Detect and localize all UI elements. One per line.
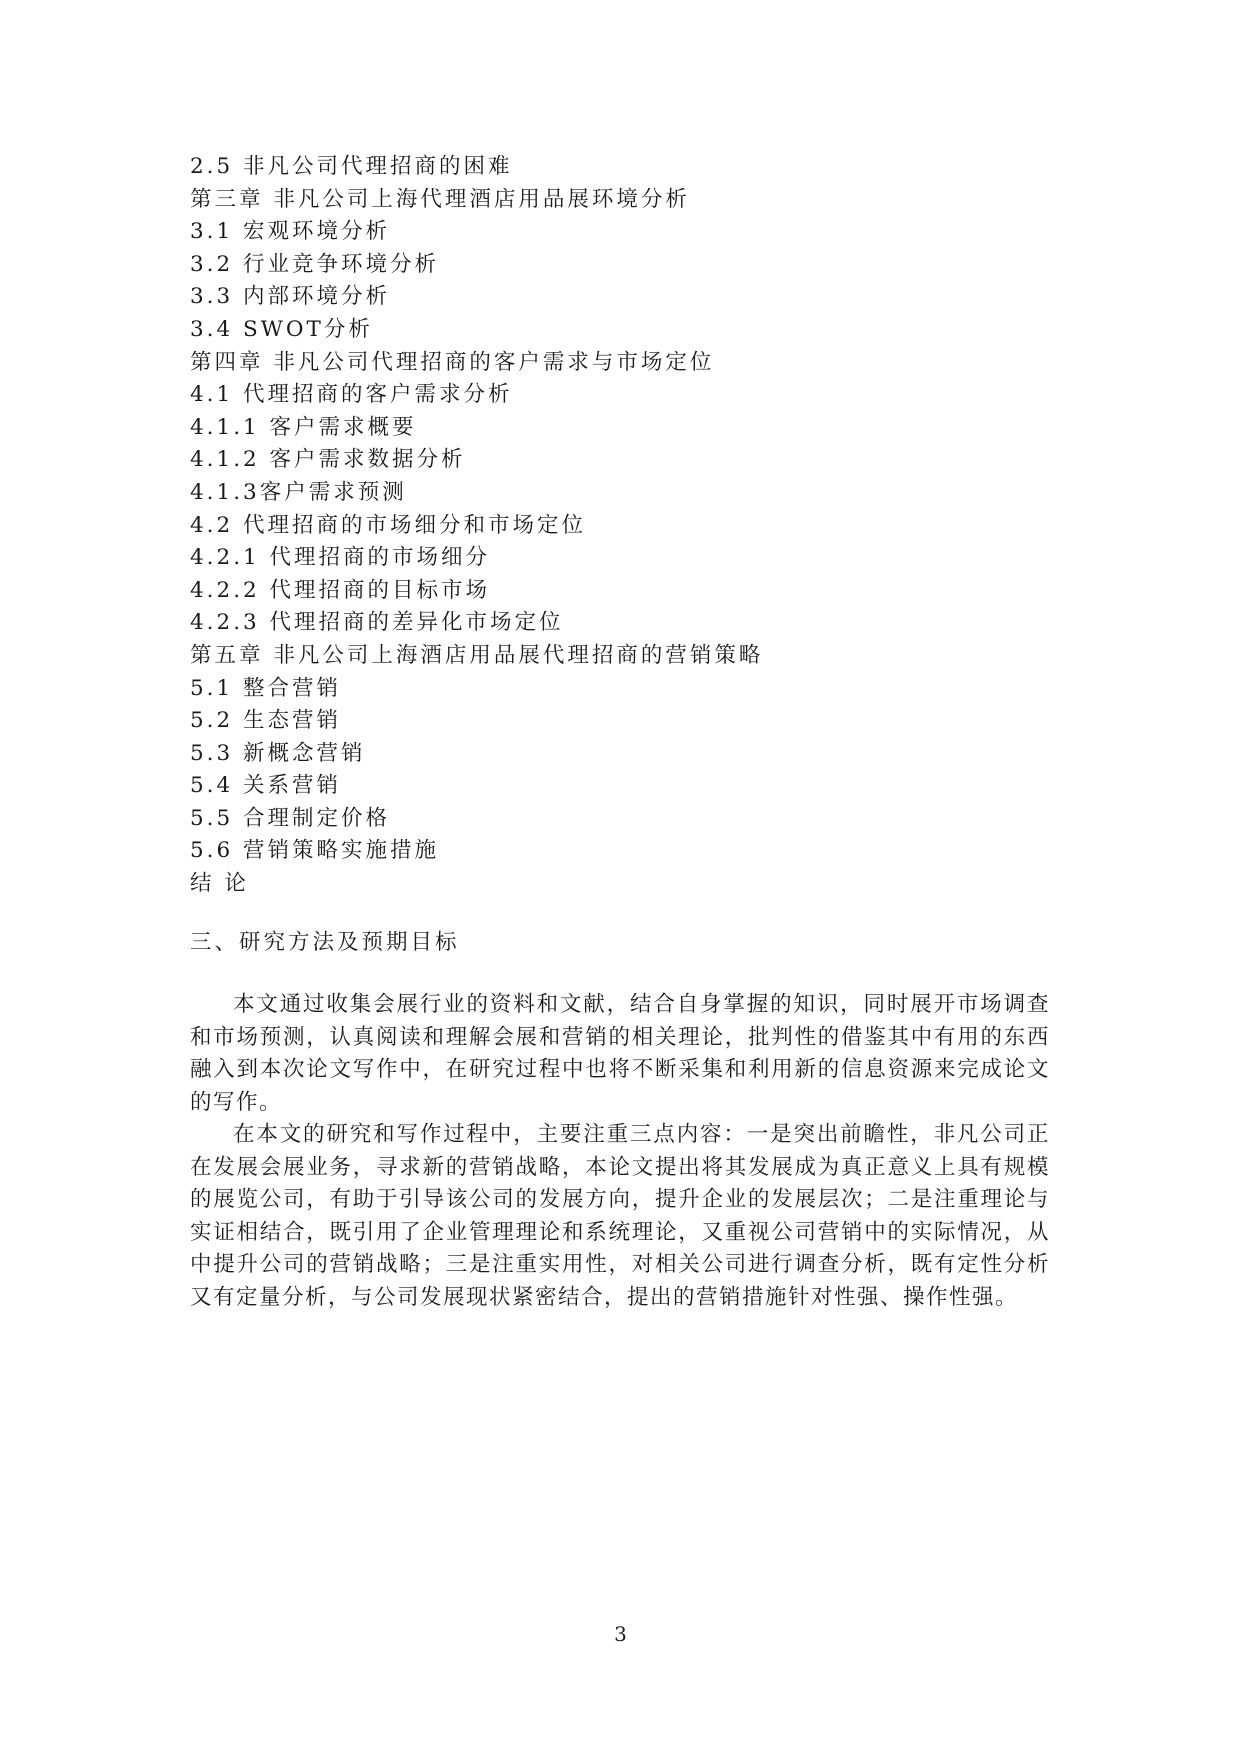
toc-item: 3.4 SWOT分析	[190, 316, 373, 342]
toc-item: 4.1.1 客户需求概要	[190, 414, 417, 440]
toc-item: 4.2.3 代理招商的差异化市场定位	[190, 610, 564, 636]
toc-item: 4.1.3客户需求预测	[190, 479, 407, 505]
toc-item: 4.2.1 代理招商的市场细分	[190, 545, 491, 571]
toc-item: 4.2 代理招商的市场细分和市场定位	[190, 512, 587, 538]
toc-item: 4.2.2 代理招商的目标市场	[190, 577, 491, 603]
toc-item: 5.4 关系营销	[190, 773, 342, 799]
toc-item: 第五章 非凡公司上海酒店用品展代理招商的营销策略	[190, 642, 764, 668]
toc-item: 2.5 非凡公司代理招商的困难	[190, 154, 513, 179]
toc-item: 4.1.2 客户需求数据分析	[190, 447, 466, 473]
toc-item: 结 论	[190, 871, 249, 897]
toc-item: 4.1 代理招商的客户需求分析	[190, 382, 513, 408]
toc-item: 第三章 非凡公司上海代理酒店用品展环境分析	[190, 186, 690, 212]
section-body	[190, 989, 1050, 1314]
toc-item: 3.3 内部环境分析	[190, 284, 391, 310]
toc-item: 5.1 整合营销	[190, 675, 342, 701]
paragraph: 本文通过收集会展行业的资料和文献，结合自身掌握的知识，同时展开市场调查和市场预测，认真阅读和理解会展和营销的相关理论，批判性的借鉴其中有用的东西融入到本次论文写作中，在研究过程中也将不断采集和利用新的信息资源来完成论文的写作。	[190, 992, 1050, 1115]
paragraph: 在本文的研究和写作过程中，主要注重三点内容：一是突出前瞻性，非凡公司正在发展会展业务，寻求新的营销战略，本论文提出将其发展成为真正意义上具有规模的展览公司，有助于引导该公司的发展方向，提升企业的发展层次；二是注重理论与实证相结合，既引用了企业管理理论和系统理论，又重视公司营销中的实际情况，从中提升公司的营销战略；三是注重实用性，对相关公司进行调查分析，既有定性分析又有定量分析，与公司发展现状紧密结合，提出的营销措施针对性强、操作性强。	[190, 1122, 1050, 1310]
toc-item: 5.5 合理制定价格	[190, 805, 391, 831]
toc-item: 3.1 宏观环境分析	[190, 219, 391, 245]
toc-item: 第四章 非凡公司代理招商的客户需求与市场定位	[190, 349, 715, 375]
page-number: 3	[614, 1622, 627, 1646]
toc-item: 5.3 新概念营销	[190, 740, 366, 766]
section-heading: 三、研究方法及预期目标	[190, 930, 460, 955]
toc-item: 5.6 营销策略实施措施	[190, 838, 440, 864]
toc-item: 3.2 行业竞争环境分析	[190, 251, 440, 277]
table-of-contents	[190, 151, 1070, 901]
toc-item: 5.2 生态营销	[190, 708, 342, 734]
